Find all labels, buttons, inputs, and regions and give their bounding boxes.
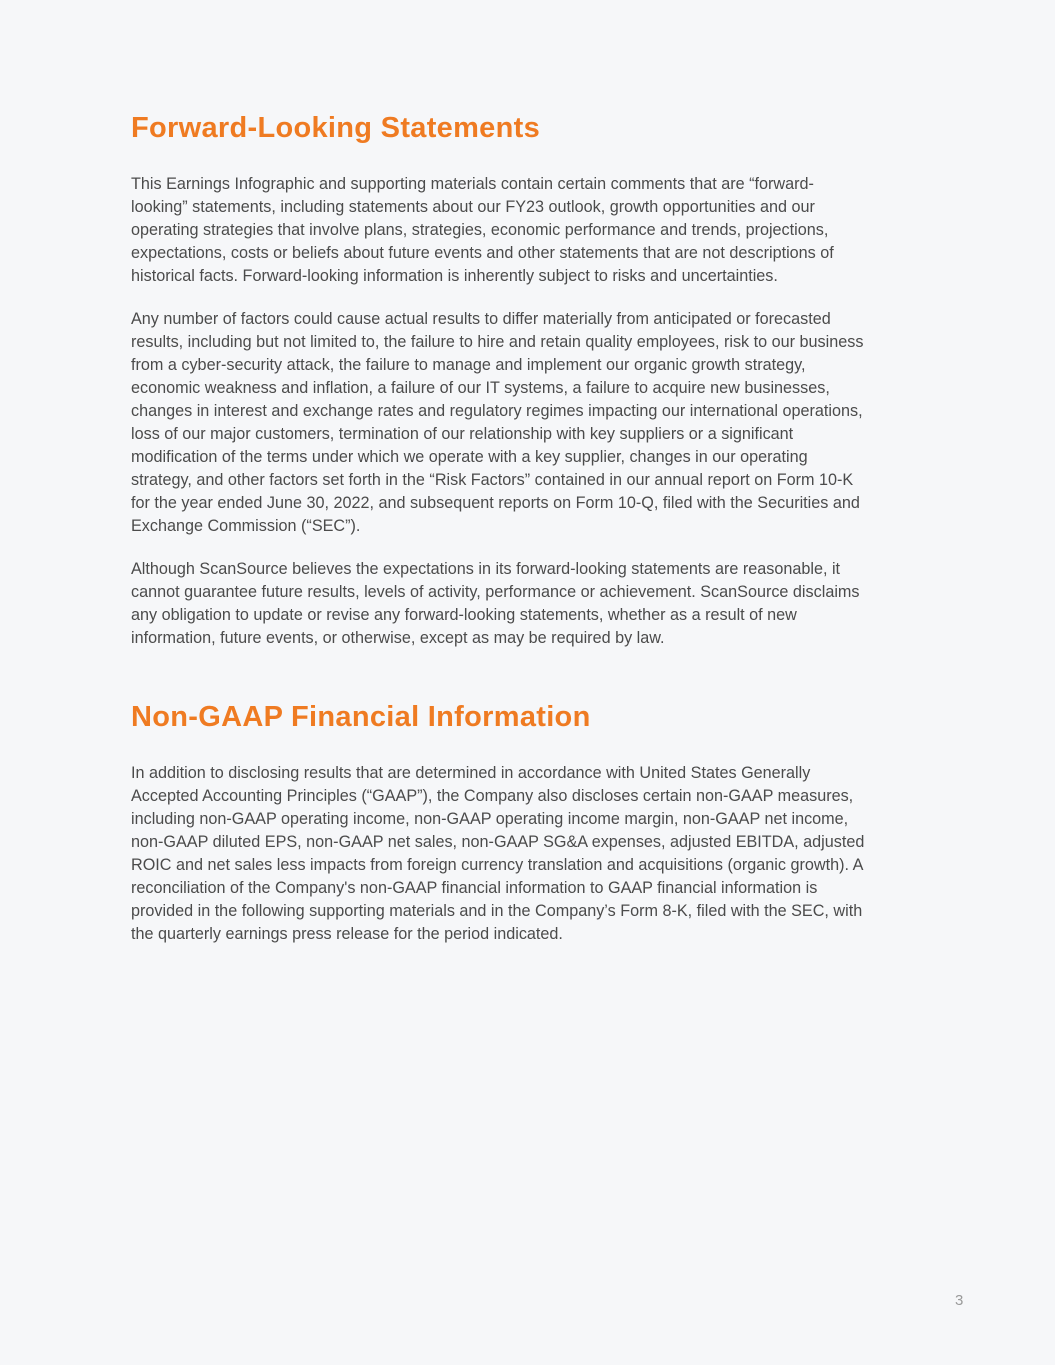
forward-looking-statements-heading: Forward-Looking Statements — [131, 112, 540, 144]
forward-looking-paragraph-1: This Earnings Infographic and supporting materials contain certain comments that are “forward- looking” statements, including statements about our FY23 outlook, growth opportunities and our operating strategies that involve plans, strategies, economic performance and trends, projections, expectations, costs or beliefs about future events and other statements that are not descriptions of historical facts. Forward-looking information is inherently subject to risks and uncertainties. — [131, 175, 834, 285]
page-content — [131, 110, 921, 966]
non-gaap-financial-information-heading: Non-GAAP Financial Information — [131, 701, 591, 733]
page-number: 3 — [955, 1292, 964, 1309]
non-gaap-paragraph-1: In addition to disclosing results that are determined in accordance with United States Generally Accepted Accounting Principles (“GAAP”), the Company also discloses certain non-GAAP measures, including non-GAAP operating income, non-GAAP operating income margin, non-GAAP net income, non-GAAP diluted EPS, non-GAAP net sales, non-GAAP SG&A expenses, adjusted EBITDA, adjusted ROIC and net sales less impacts from foreign currency translation and acquisitions (organic growth). A reconciliation of the Company's non-GAAP financial information to GAAP financial information is provided in the following supporting materials and in the Company’s Form 8-K, filed with the SEC, with the quarterly earnings press release for the period indicated. — [131, 764, 865, 943]
forward-looking-paragraph-2: Any number of factors could cause actual results to differ materially from anticipated or forecasted results, including but not limited to, the failure to hire and retain quality employees, risk to our business from a cyber-security attack, the failure to manage and implement our organic growth strategy, economic weakness and inflation, a failure of our IT systems, a failure to acquire new businesses, changes in interest and exchange rates and regulatory regimes impacting our international operations, loss of our major customers, termination of our relationship with key suppliers or a significant modification of the terms under which we operate with a key supplier, changes in our operating strategy, and other factors set forth in the “Risk Factors” contained in our annual report on Form 10-K for the year ended June 30, 2022, and subsequent reports on Form 10-Q, filed with the Securities and Exchange Commission (“SEC”). — [131, 310, 864, 535]
forward-looking-paragraph-3: Although ScanSource believes the expectations in its forward-looking statements are reasonable, it cannot guarantee future results, levels of activity, performance or achievement. ScanSource disclaims any obligation to update or revise any forward-looking statements, whether as a result of new information, future events, or otherwise, except as may be required by law. — [131, 560, 860, 647]
